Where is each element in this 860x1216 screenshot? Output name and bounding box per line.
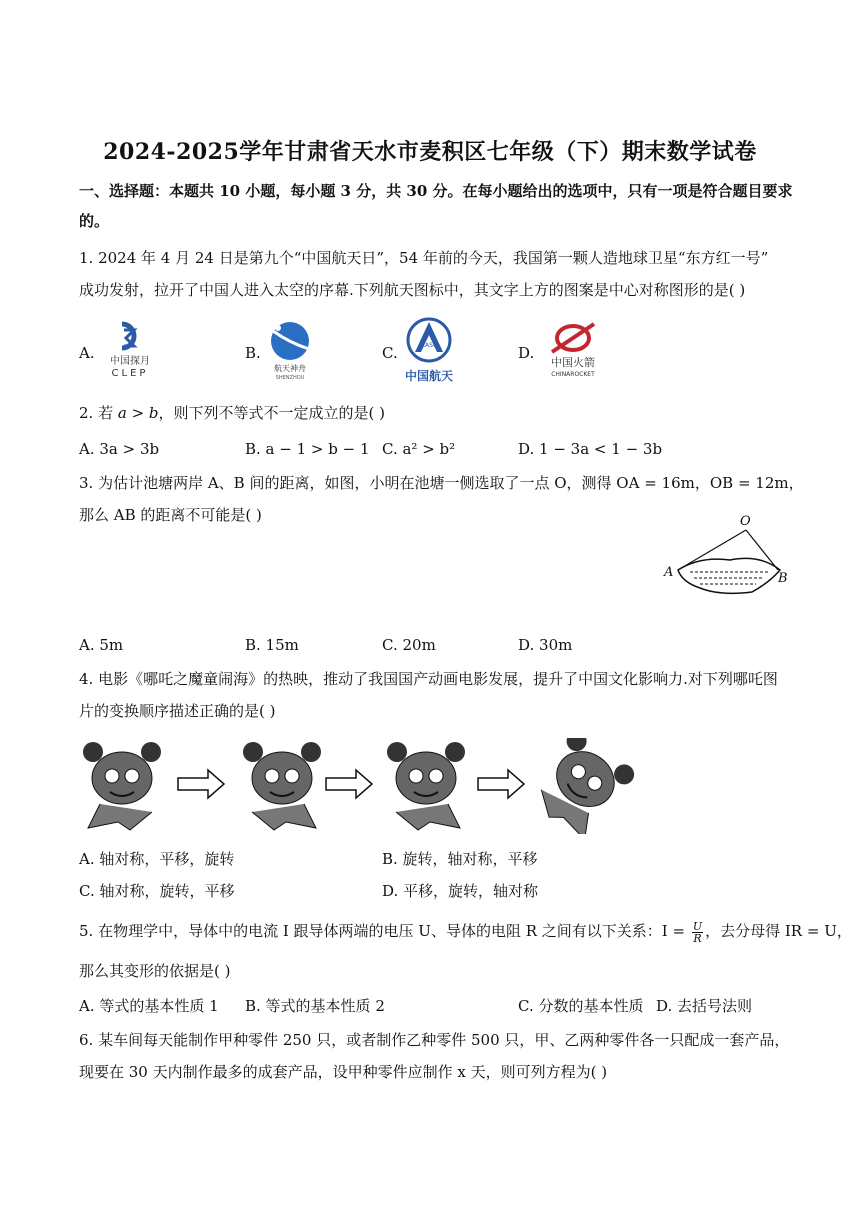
- q4-option-c: C. 轴对称，旋转，平移: [79, 882, 235, 900]
- q5-line1: 5. 在物理学中，导体中的电流 I 跟导体两端的电压 U、导体的电阻 R 之间有以下关系：I = $\frac{U}{R}$ ，去分母得 IR = U，: [79, 919, 852, 945]
- q2-option-b: B. a − 1 > b − 1: [245, 440, 370, 458]
- china-rocket-logo-text-en: CHINAROCKET: [551, 371, 595, 378]
- china-rocket-logo: [540, 320, 606, 382]
- point-o-label: O: [740, 514, 751, 529]
- q3-option-d: D. 30m: [518, 636, 573, 654]
- q1-option-b-label: B.: [245, 344, 261, 362]
- point-b-label: B: [778, 571, 788, 586]
- q4-option-b: B. 旋转，轴对称，平移: [382, 850, 538, 868]
- shenzhou-logo-text-en: SHENZHOU: [275, 375, 305, 381]
- q1-option-c-label: C.: [382, 344, 398, 362]
- casc-logo: [398, 316, 460, 384]
- nezha-transform-sequence: [78, 738, 638, 834]
- clep-logo-text-en: CLEP: [111, 368, 149, 379]
- nezha-figure-1: [83, 742, 161, 830]
- arrow-2: [326, 770, 372, 798]
- casc-logo-ring-text: CASC: [420, 342, 438, 349]
- q6-line1: 6. 某车间每天能制作甲种零件 250 只，或者制作乙种零件 500 只，甲、乙两种零件各一只配成一套产品，: [79, 1031, 790, 1049]
- china-rocket-logo-text-cn: 中国火箭: [551, 356, 595, 369]
- q2-option-c: C. a² > b²: [382, 440, 456, 458]
- q4-line1: 4. 电影《哪吒之魔童闹海》的热映，推动了我国国产动画电影发展，提升了中国文化影响力.对下列哪吒图: [79, 670, 778, 688]
- q1-option-a-label: A.: [79, 344, 95, 362]
- clep-logo: [100, 318, 160, 380]
- q5-fraction: $\frac{U}{R}$: [692, 919, 703, 945]
- shenzhou-logo: [265, 319, 315, 381]
- pond-diagram: [660, 512, 790, 598]
- nezha-figure-4: [524, 738, 638, 834]
- section-heading-line2: 的。: [79, 212, 110, 230]
- shenzhou-logo-text-cn: 航天神舟: [274, 364, 306, 373]
- q5-option-c: C. 分数的基本性质: [518, 997, 644, 1015]
- q6-line2: 现要在 30 天内制作最多的成套产品，设甲种零件应制作 x 天，则可列方程为( ): [79, 1063, 608, 1081]
- point-a-label: A: [664, 565, 674, 580]
- q4-line2: 片的变换顺序描述正确的是( ): [79, 702, 276, 720]
- q3-line2: 那么 AB 的距离不可能是( ): [79, 506, 262, 524]
- arrow-1: [178, 770, 224, 798]
- q5-option-d: D. 去括号法则: [656, 997, 753, 1015]
- q1-option-d-label: D.: [518, 344, 535, 362]
- q2-stem: 2. 若 a > b，则下列不等式不一定成立的是( ): [79, 404, 385, 422]
- arrow-3: [478, 770, 524, 798]
- q3-option-a: A. 5m: [79, 636, 124, 654]
- q5-option-b: B. 等式的基本性质 2: [245, 997, 385, 1015]
- section-heading-line1: 一、选择题：本题共 10 小题，每小题 3 分，共 30 分。在每小题给出的选项中，只有一项是符合题目要求: [79, 182, 793, 200]
- nezha-figure-3: [387, 742, 465, 830]
- q3-line1: 3. 为估计池塘两岸 A、B 间的距离，如图，小明在池塘一侧选取了一点 O，测得 OA = 16m，OB = 12m，: [79, 474, 804, 492]
- q4-option-d: D. 平移，旋转，轴对称: [382, 882, 539, 900]
- page-title: 2024-2025学年甘肃省天水市麦积区七年级（下）期末数学试卷: [103, 139, 757, 165]
- clep-logo-text-cn: 中国探月: [110, 356, 150, 367]
- q2-option-a: A. 3a > 3b: [79, 440, 160, 458]
- q5-line2: 那么其变形的依据是( ): [79, 962, 231, 980]
- nezha-figure-2: [243, 742, 321, 830]
- q5-option-a: A. 等式的基本性质 1: [79, 997, 219, 1015]
- casc-logo-text-cn: 中国航天: [404, 369, 454, 383]
- q3-option-b: B. 15m: [245, 636, 299, 654]
- q4-option-a: A. 轴对称，平移，旋转: [79, 850, 235, 868]
- q2-option-d: D. 1 − 3a < 1 − 3b: [518, 440, 663, 458]
- q1-line2: 成功发射，拉开了中国人进入太空的序幕.下列航天图标中，其文字上方的图案是中心对称图形的是( ): [79, 281, 746, 299]
- q1-line1: 1. 2024 年 4 月 24 日是第九个“中国航天日”，54 年前的今天，我国第一颗人造地球卫星“东方红一号”: [79, 249, 769, 267]
- q3-option-c: C. 20m: [382, 636, 436, 654]
- q2-stem-math: a > b: [117, 404, 159, 422]
